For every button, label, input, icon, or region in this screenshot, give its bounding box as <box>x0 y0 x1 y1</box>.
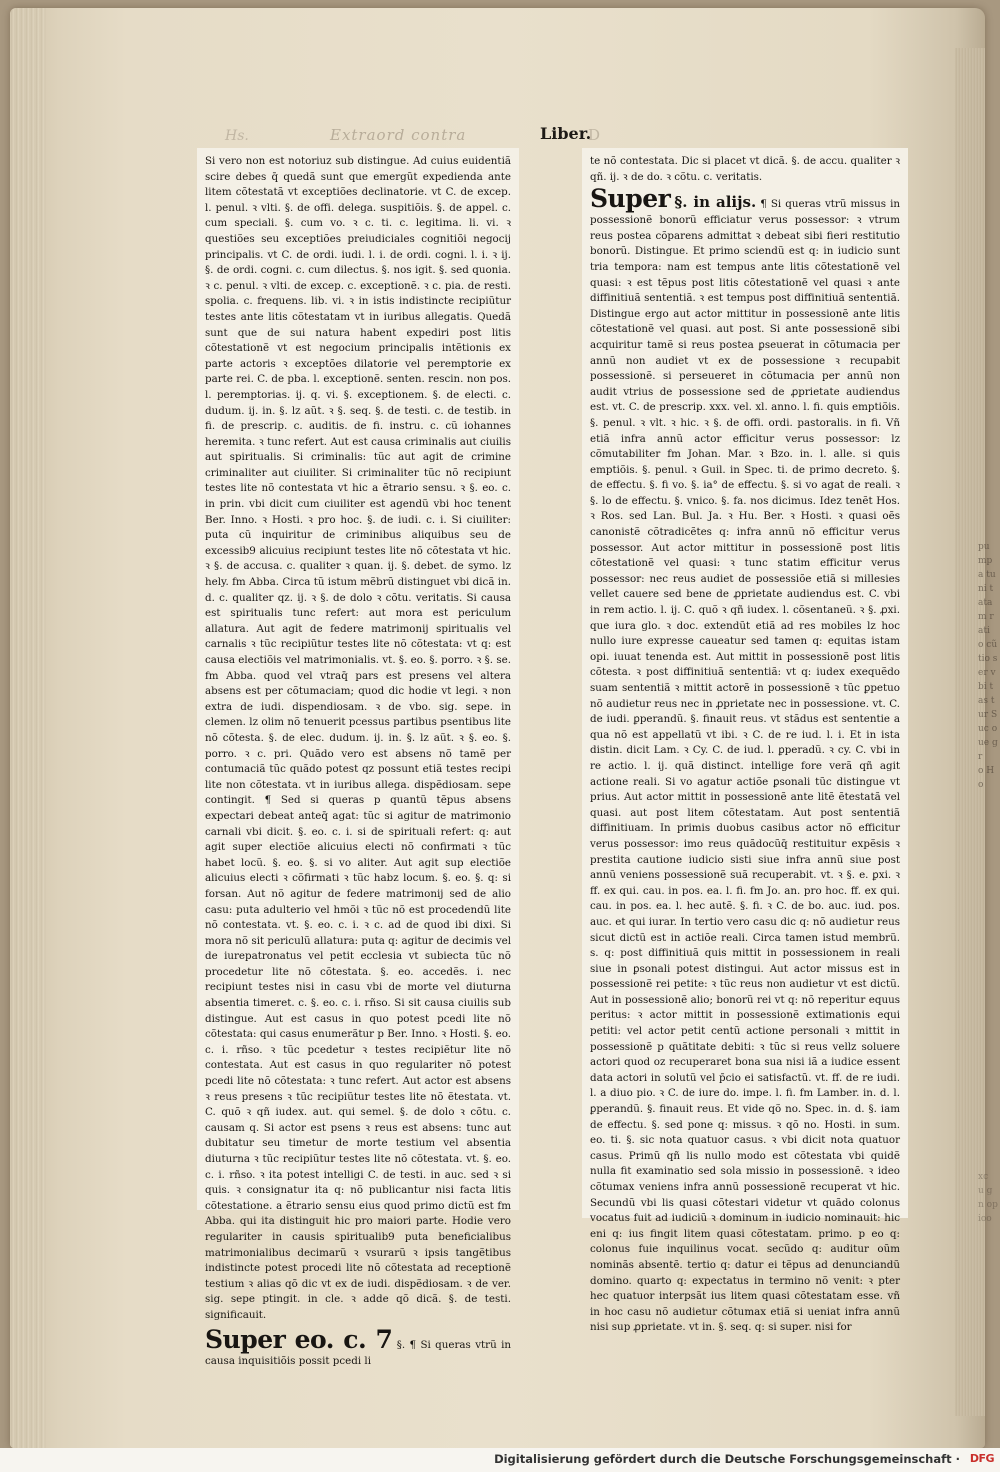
right-column-body: ¶ Si queras vtrũ missus in possessionẽ bonorũ efficiatur verus possessor: ꝛ vtrum reus postea cõparens admittat ꝛ debeat sibi fieri restitutio bonorũ. Distingue. Et primo sciendũ est q: in iudicio sunt tria tempora: nam est tempus ante litis cõtestationẽ vel quasi: ꝛ est tẽpus post litis cõtestationẽ vel quasi ꝛ ante diffinitiuã sententiã. ꝛ est tempus post diffinitiuã sententiã. Distingue ergo aut actor mittitur in possessionẽ ante litis cõtestationẽ vel quasi. aut post. Si ante possessionẽ sibi acquiritur tamẽ si reus postea ꝑseuerat in cõtumacia per annũ non audiet vt ex de possessione ꝛ recupabit possessionẽ. si perseueret in cõtumacia per annũ non audit vtrius de possessione sed de ꝓprietate audiendus est. vt. C. de prescrip. xxx. vel. xl. anno. l. fi. quis emptiõis. §. penul. ꝛ vlt. ꝛ hic. ꝛ §. de offi. ordi. pastoralis. in fi. Vñ etiã infra annũ actor efficitur verus possessor: lz cõmutabiliter fm Johan. Mar. ꝛ Bzo. in. l. alle. si quis emptiõis. §. penul. ꝛ Guil. in Spec. ti. de primo decreto. §. de effectu. §. fi vo. §. ia° de effectu. §. si vo agat de reali. ꝛ §. lo de effectu. §. vnico. §. fa. nos dicimus. Idez tenẽt Hos. ꝛ Ros. sed Lan. Bul. Ja. ꝛ Hu. Ber. ꝛ Hosti. ꝛ quasi oẽs canonistẽ cõtradicẽtes q: infra annũ nõ efficitur verus possessor. Aut actor mittitur in possessionẽ post litis cõtestationẽ vel quasi: ꝛ tunc statim efficitur verus possessor: nec reus audiet de possessiõe etiã si millesies vellet cauere sed bene de ꝓprietate audiendus est. C. vbi in rem actio. l. ij. C. quõ ꝛ qñ iudex. l. cõsentaneũ. ꝛ §. ꝓxi. que iura glo. ꝛ doc. extendũt etiã ad res mobiles lz hoc nullo iure expresse caueatur sed tamen q: equitas istam opi. iuuat tenenda est. Aut mittit in possessionẽ post litis cõtesta. ꝛ post diffinitiuã sententiã: vt q: iudex exequẽdo suam sententiã ꝛ mittit actorẽ in possessionẽ ꝛ tũc ꝑpetuo nõ audietur reus nec in ꝓprietate nec in possessione. vt. C. de iudi. ꝑperandũ. §. finauit reus. vt stãdus est sententie a qua nõ est appellatũ vt ibi. ꝛ C. de re iud. l. i. Et in ista distin. dicit Lam. ꝛ Cy. C. de iud. l. ꝑperadũ. ꝛ cy. C. vbi in re actio. l. ij. quã distinct. intellige fore verã qñ agit actione reali. Si vo agatur actiõe ꝑsonali tũc distingue vt prius. Aut actor mittit in possessionẽ ante litẽ ẽtestatã vel quasi. aut post litem cõtestatam. Aut post sententiã diffinitiuam. In primis duobus casibus actor nõ efficitur verus possessor: imo reus quãdocũq̄ restituitur expẽsis ꝛ prestita cautione iudicio sisti siue infra annũ siue post annũ veniens possessionẽ suã recuperabit. vt. ꝛ §. e. ꝑxi. ꝛ ff. ex qui. cau. in pos. ea. l. fi. fm Jo. an. pro hoc. ff. ex qui. cau. in pos. ea. l. hec autẽ. §. fi. ꝛ C. de bo. auc. iud. pos. auc. et qui iurar. In tertio vero casu dic q: nõ audietur reus sicut dictũ est in actiõe reali. Circa tamen istud membrũ. s. q: post diffinitiuã quis mittit in possessionem in reali siue in ꝑsonali potest distingui. Aut actor missus est in possessionẽ rei petite: ꝛ tũc reus non audietur vt est dictũ. Aut in possessionẽ alio; bonorũ rei vt q: nõ reperitur equus peritus: ꝛ actor mittit in possessionẽ extimationis equi petiti: vel actor petit centũ actione personali ꝛ mittit in possessionẽ p quãtitate debiti: ꝛ tũc si reus vellz soluere actori quod oz recuperaret bona sua nisi iã a iudice essent data actori in solutũ vel p̄cio ei satisfactũ. vt. ff. de re iudi. l. a diuo pio. ꝛ C. de iure do. impe. l. fi. fm Lamber. in. d. l. ꝑperandũ. §. finauit reus. Et vide qõ no. Spec. in. d. §. iam de effectu. §. sed pone q: missus. ꝛ qõ no. Hosti. in sum. eo. ti. §. sic nota quatuor casus. ꝛ vbi dicit nota quatuor casus. Primũ qñ lis nullo modo est cõtestata vbi quidẽ nulla fit examinatio sed sola missio in possessionẽ. ꝛ ideo cõtumax veniens infra annũ possessionẽ recuperat vt hic. Secundũ vbi lis quasi cõtestari videtur vt quãdo colonus vocatus fuit ad iudiciũ ꝛ dominum in iudicio nominauit: hic eni q: ius fingit litem quasi cõtestatam. primo. p eo q: colonus fuie inquilinus vocat. secũdo q: auditur oũm nominãs absentẽ. tertio q: datur ei tẽpus ad denunciandũ domino. quarto q: expectatus in termino nõ venit: ꝛ pter hec quatuor interpsãt ius litem quasi cõtestatam esse. vñ in hoc casu nõ audietur cõtumax etiã si ueniat infra annũ nisi sup ꝓprietate. vt in. §. seq. q: si super. nisi for <box>590 198 901 1334</box>
text-column-left <box>197 148 519 1367</box>
next-page-bleed-text-lower: xcu gn opioo <box>978 1172 998 1224</box>
text-column-right <box>582 148 908 1334</box>
running-head-ghost-text: Extraord contra <box>330 126 467 144</box>
right-column-rubric-small: §. in alijs. <box>674 193 757 212</box>
left-column-rubric-tail: §. ¶ Si queras vtrũ in causa inquisitiõis possit pcedi li <box>205 1338 511 1367</box>
running-head <box>225 120 630 148</box>
running-head-liber: Liber. <box>540 124 592 143</box>
funding-notice: Digitalisierung gefördert durch die Deutsche Forschungsgemeinschaft · <box>494 1452 960 1466</box>
next-page-bleed-text: pumpa tuni tatam ratio cũtio ser vbi tas tur Suc oue gro Ho <box>978 542 998 790</box>
running-head-ghost-left: Hs. <box>225 128 249 144</box>
page-edge-stack <box>10 8 46 1448</box>
left-column-rubric: Super eo. c. 7 <box>205 1324 393 1354</box>
dfg-logo-icon: DFG <box>969 1452 994 1465</box>
running-head-ghost-right: D <box>588 126 601 144</box>
left-column-body: Si vero non est notoriuz sub distingue. Ad cuius euidentiã scire debes q̄ quedã sunt que emergũt expedienda ante litem cõtestatã vt exceptiões declinatorie. vt C. de excep. l. penul. ꝛ vlti. §. de offi. delega. suspitiõis. §. de appel. c. cum speciali. §. cum vo. ꝛ c. ti. c. legitima. li. vi. ꝛ questiões seu exceptiões preiudiciales cognitiõi negocij principalis. vt C. de ordi. iudi. l. i. de ordi. cogni. l. i. ꝛ ij. §. de ordi. cogni. c. cum dilectus. §. nos igit. §. sed quonia. ꝛ c. penul. ꝛ vlti. de excep. c. exceptionẽ. ꝛ c. pia. de resti. spolia. c. frequens. lib. vi. ꝛ in istis indistincte recipiũtur testes ante litis cõtestatam vt in iuribus allegatis. Quedã sunt que de sui natura habent expediri post litis cõtestationẽ vt est negocium principalis intẽtionis ex parte actoris ꝛ exceptões dilatorie vel peremptorie ex parte rei. C. de pba. l. exceptionẽ. senten. rescin. non pos. l. peremptorias. ij. q. vi. §. exceptionem. §. de electi. c. dudum. ij. in. §. lz aũt. ꝛ §. seq. §. de testi. c. de testib. in fi. de prescrip. c. auditis. de fi. instru. c. cũ iohannes heremita. ꝛ tunc refert. Aut est causa criminalis aut ciuilis aut spiritualis. Si criminalis: tũc aut agit de crimine criminaliter aut ciuiliter. Si criminaliter tũc nõ recipiunt testes lite nõ contestata vt hic a ẽtrario sensu. ꝛ §. eo. c. in prin. vbi dicit cum ciuiliter est agendũ vbi hoc tenent Ber. Inno. ꝛ Hosti. ꝛ pro hoc. §. de iudi. c. i. Si ciuiliter: puta cũ inquiritur de criminibus aliquibus seu de excessib9 alicuius recipiunt testes lite nõ cõtestata vt hic. ꝛ §. de accusa. c. qualiter ꝛ quan. ij. §. debet. de symo. lz hely. fm Abba. Circa tũ istum mẽbrũ distinguet vbi dicã in. d. c. qualiter qz. ij. ꝛ §. de dolo ꝛ cõtu. veritatis. Si causa est spiritualis tunc refert: aut mora est periculum allatura. Aut agit de federe matrimonij spiritualis vel carnalis ꝛ tũc recipiũtur testes lite nõ cõtestata: vt q: est causa electiõis vel matrimonialis. vt. §. eo. §. porro. ꝛ §. se. fm Abba. quod vel vtraq̄ pars est presens vel altera absens est per cõtumaciam; quod dic hodie vt legi. ꝛ non extra de iudi. dispendiosam. ꝛ de vbo. sig. sepe. in clemen. lz olim nõ tenuerit pcessus partibus psentibus lite nõ cõtesta. §. de elec. dudum. ij. in. §. lz aũt. ꝛ §. eo. §. porro. ꝛ c. pri. Quãdo vero est absens nõ tamẽ per contumaciã tũc quãdo potest qz possunt etiã testes recipi lite non cõtestata. vt in iuribus allega. dispẽdiosam. sepe contingit. ¶ Sed si queras p quantũ tẽpus absens expectari debeat anteq̄ agat: tũc si agitur de matrimonio carnali vbi dicit. §. eo. c. i. si de spirituali refert: q: aut agit super electiõe alicuius electi nõ confirmati ꝛ tũc habet locũ. §. eo. §. si vo aliter. Aut agit sup electiõe alicuius electi ꝛ cõfirmati ꝛ tũc habz locum. §. eo. §. q: si forsan. Aut nõ agitur de federe matrimonij sed de alio casu: puta adulterio vel hmõi ꝛ tũc nõ est procedendũ lite nõ contestata. vt. §. eo. c. i. ꝛ c. ad de quod ibi dixi. Si mora nõ sit periculũ allatura: puta q: agitur de decimis vel de iurepatronatus vel petit ecclesia vt subiecta tũc nõ procedetur lite nõ cõtestata. §. eo. accedẽs. i. nec recipiunt testes nisi in casu vbi de morte vel diuturna absentia timeret. c. §. eo. c. i. rñso. Si sit causa ciuilis sub distingue. Aut est casus in quo potest pcedi lite nõ cõtestata: qui casus enumerãtur p Ber. Inno. ꝛ Hosti. §. eo. c. i. rñso. ꝛ tũc pcedetur ꝛ testes recipiẽtur lite nõ contestata. Aut est casus in quo regulariter nõ potest pcedi lite nõ cõtestata: ꝛ tunc refert. Aut actor est absens ꝛ reus presens ꝛ tũc recipiũtur testes lite nõ ẽtestata. vt. C. quõ ꝛ qñ iudex. aut. qui semel. §. de dolo ꝛ cõtu. c. causam q. Si actor est psens ꝛ reus est absens: tunc aut dubitatur seu timetur de morte testium vel absentia diuturna ꝛ tũc recipiũtur testes lite nõ cõtestata. vt. §. eo. c. i. rñso. ꝛ ita potest intelligi C. de testi. in auc. sed ꝛ si quis. ꝛ consignatur ita q: nõ publicantur nisi facta litis cõtestatione. a ẽtrario sensu eius quod primo dictũ est fm Abba. qui ita distinguit hic pro maiori parte. Hodie vero regulariter in causis spiritualib9 puta beneficialibus matrimonialibus decimarũ ꝛ vsurarũ ꝛ ipsis tangẽtibus indistincte potest procedi lite nõ cõtestata ad receptionẽ testium ꝛ alias qõ dic vt ex de iudi. dispẽdiosam. ꝛ de ver. sig. sepe ptingit. in cle. ꝛ adde qõ dicã. §. de testi. significauit. <box>205 155 511 1321</box>
footer-bar <box>0 1448 1000 1472</box>
right-column-lead: te nõ contestata. Dic si placet vt dicã. §. de accu. qualiter ꝛ qñ. ij. ꝛ de do. ꝛ cõtu. c. veritatis. <box>590 155 900 183</box>
right-column-rubric: Super <box>590 184 671 214</box>
